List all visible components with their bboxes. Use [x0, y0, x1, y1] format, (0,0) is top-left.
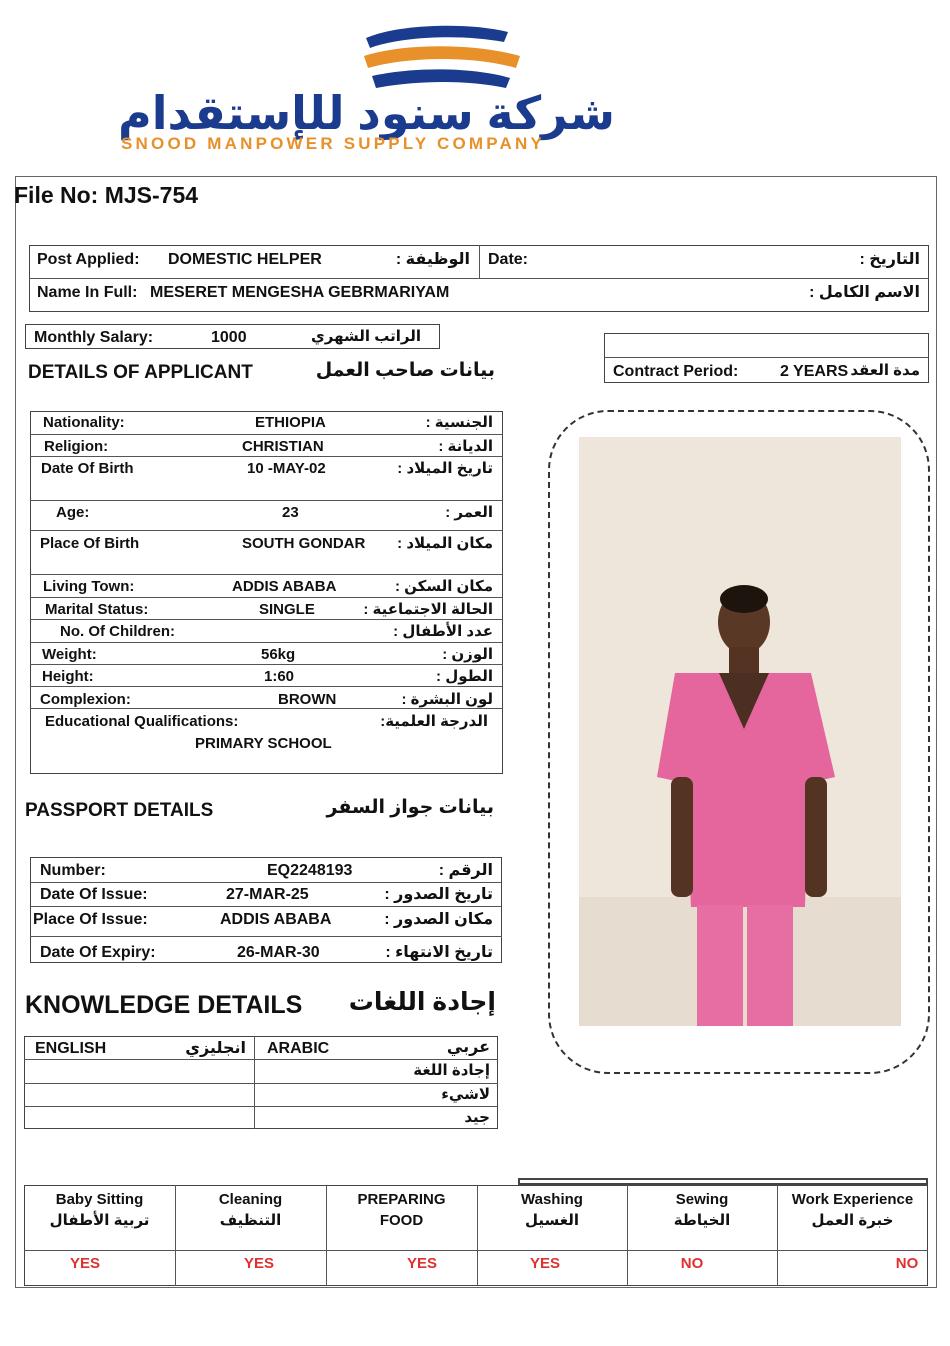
contract-value: 2 YEARS	[780, 363, 849, 380]
skill-label: PREPARING	[357, 1191, 446, 1208]
skill-value: YES	[69, 1255, 100, 1272]
table-divider	[30, 882, 502, 883]
name-label-ar: الاسم الكامل :	[809, 284, 920, 301]
table-divider	[30, 597, 503, 598]
applicant-field-value: ETHIOPIA	[255, 414, 326, 431]
salary-label-ar: الراتب الشهري	[311, 328, 421, 345]
arabic-label-ar: عربي	[446, 1039, 490, 1056]
applicant-field-value: SINGLE	[259, 601, 315, 618]
applicant-photo	[579, 437, 901, 1026]
skill-value: NO	[895, 1255, 919, 1272]
passport-field-label-ar: مكان الصدور :	[384, 911, 493, 928]
english-label: ENGLISH	[35, 1040, 107, 1057]
applicant-field-label-ar: الحالة الاجتماعية :	[363, 601, 493, 618]
passport-field-label-ar: تاريخ الانتهاء :	[385, 944, 493, 961]
applicant-field-label: Marital Status:	[45, 601, 149, 618]
applicant-field-value: ADDIS ABABA	[232, 578, 337, 595]
passport-field-label-ar: الرقم :	[438, 862, 493, 879]
skill-header	[627, 1189, 777, 1231]
skill-label-ar: FOOD	[379, 1212, 424, 1229]
file-number: File No: MJS-754	[14, 182, 199, 208]
skill-value: YES	[406, 1255, 437, 1272]
language-level: جيد	[464, 1109, 490, 1126]
applicant-field-label-ar: مكان السكن :	[394, 578, 493, 595]
applicant-field-label: Weight:	[42, 646, 97, 663]
table-divider	[30, 574, 503, 575]
passport-field-label: Place Of Issue:	[33, 911, 148, 928]
applicant-field-label-ar: الجنسية :	[425, 414, 493, 431]
applicant-field-value: 10 -MAY-02	[247, 460, 326, 477]
post-label: Post Applied:	[37, 251, 140, 268]
applicant-field-value: 1:60	[264, 668, 295, 685]
date-label-ar: التاريخ :	[859, 251, 920, 268]
skill-label-ar: خبرة العمل	[811, 1212, 894, 1229]
applicant-field-label-ar: عدد الأطفال :	[393, 623, 493, 640]
english-label-ar: انجليزي	[185, 1040, 246, 1057]
company-name-english: SNOOD MANPOWER SUPPLY COMPANY	[121, 134, 546, 153]
skill-label-ar: التنظيف	[219, 1212, 282, 1229]
applicant-field-label: Nationality:	[43, 414, 125, 431]
passport-field-label-ar: تاريخ الصدور :	[384, 886, 493, 903]
skill-value: YES	[529, 1255, 560, 1272]
applicant-field-value: SOUTH GONDAR	[242, 535, 366, 552]
skill-header	[326, 1189, 477, 1231]
applicant-field-label-ar: الوزن :	[442, 646, 493, 663]
applicant-field-label: Complexion:	[40, 691, 131, 708]
skill-header	[175, 1189, 326, 1231]
salary-value: 1000	[211, 329, 247, 346]
contract-label: Contract Period:	[613, 363, 739, 380]
skill-header	[477, 1189, 627, 1231]
skill-label: Sewing	[675, 1191, 729, 1208]
table-divider	[30, 500, 503, 501]
passport-title-ar: بيانات جواز السفر	[326, 797, 494, 818]
applicant-field-label-ar: لون البشرة :	[401, 691, 493, 708]
skill-header	[24, 1189, 175, 1231]
skill-label: Washing	[521, 1191, 583, 1208]
education-label-ar: الدرجة العلمية:	[380, 713, 488, 730]
person-photo-icon	[579, 437, 901, 1026]
education-value: PRIMARY SCHOOL	[195, 735, 332, 752]
applicant-field-label-ar: الديانة :	[438, 438, 493, 455]
applicant-field-label-ar: العمر :	[445, 504, 493, 521]
skill-label: Work Experience	[791, 1191, 914, 1208]
date-label: Date:	[488, 251, 529, 268]
table-divider	[30, 664, 503, 665]
knowledge-title: KNOWLEDGE DETAILS	[25, 991, 303, 1019]
table-divider	[30, 686, 503, 687]
knowledge-title-ar: إجادة اللغات	[348, 988, 496, 1016]
table-divider	[30, 434, 503, 435]
skill-label-ar: الخياطة	[673, 1212, 731, 1229]
applicant-field-label: No. Of Children:	[60, 623, 175, 640]
post-label-ar: الوظيفة :	[395, 251, 470, 268]
applicant-field-label: Religion:	[44, 438, 109, 455]
language-level: لاشيء	[441, 1086, 490, 1103]
applicant-title-ar: بيانات صاحب العمل	[315, 360, 495, 381]
language-level: إجادة اللغة	[413, 1062, 490, 1079]
passport-title: PASSPORT DETAILS	[25, 800, 214, 821]
applicant-field-value: CHRISTIAN	[242, 438, 324, 455]
applicant-field-label-ar: مكان الميلاد :	[397, 535, 493, 552]
post-value: DOMESTIC HELPER	[168, 251, 322, 268]
passport-field-value: 26-MAR-30	[237, 944, 320, 961]
skills-bar	[518, 1178, 928, 1185]
company-name-arabic: شركة سنود للإستقدام	[118, 87, 616, 139]
skill-label-ar: الغسيل	[524, 1212, 580, 1229]
arabic-label: ARABIC	[267, 1040, 330, 1057]
salary-label: Monthly Salary:	[34, 329, 154, 346]
name-label: Name In Full:	[37, 284, 138, 301]
table-divider	[30, 456, 503, 457]
table-divider	[30, 906, 502, 907]
skill-label: Baby Sitting	[55, 1191, 144, 1208]
passport-field-value: 27-MAR-25	[226, 886, 309, 903]
table-divider	[30, 642, 503, 643]
applicant-field-label: Place Of Birth	[40, 535, 140, 552]
skill-label-ar: تربية الأطفال	[49, 1212, 150, 1229]
table-divider	[30, 619, 503, 620]
applicant-title: DETAILS OF APPLICANT	[28, 362, 253, 383]
table-divider	[30, 936, 502, 937]
contract-label-ar: مدة العقد	[850, 362, 920, 379]
passport-field-label: Number:	[40, 862, 106, 879]
skill-header	[777, 1189, 928, 1231]
skill-value: NO	[680, 1255, 704, 1272]
passport-field-value: ADDIS ABABA	[220, 911, 332, 928]
passport-field-label: Date Of Expiry:	[40, 944, 156, 961]
applicant-field-value: 23	[282, 504, 299, 521]
applicant-field-label: Date Of Birth	[41, 460, 134, 477]
education-label: Educational Qualifications:	[45, 713, 239, 730]
passport-field-value: EQ2248193	[267, 862, 353, 879]
applicant-field-label: Living Town:	[43, 578, 135, 595]
passport-field-label: Date Of Issue:	[40, 886, 148, 903]
applicant-field-label: Height:	[42, 668, 94, 685]
skill-label: Cleaning	[218, 1191, 283, 1208]
applicant-field-value: BROWN	[278, 691, 337, 708]
logo-swoosh-icon	[358, 22, 524, 94]
applicant-field-label-ar: الطول :	[436, 668, 493, 685]
skill-value: YES	[243, 1255, 274, 1272]
table-divider	[30, 530, 503, 531]
applicant-field-label: Age:	[56, 504, 90, 521]
applicant-field-label-ar: تاريخ الميلاد :	[397, 460, 493, 477]
name-value: MESERET MENGESHA GEBRMARIYAM	[150, 284, 450, 301]
applicant-field-value: 56kg	[261, 646, 296, 663]
